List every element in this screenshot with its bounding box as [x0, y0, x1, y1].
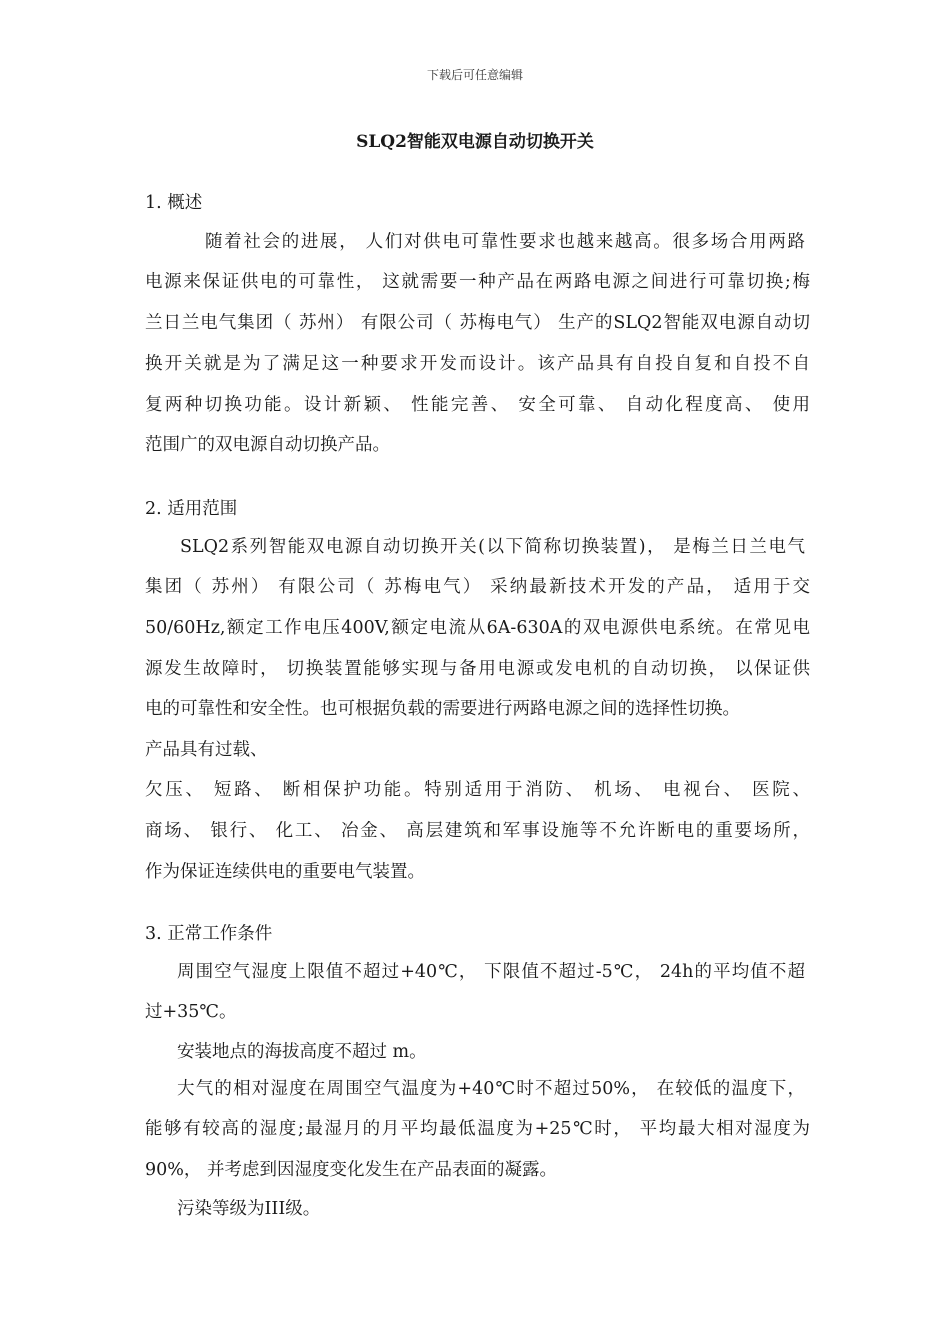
section-3-heading: 3. 正常工作条件 [145, 924, 273, 944]
paragraph-line: 商场、 银行、 化工、 冶金、 高层建筑和军事设施等不允许断电的重要场所， [145, 821, 810, 841]
paragraph-line: 复两种切换功能。设计新颖、 性能完善、 安全可靠、 自动化程度高、 使用 [145, 395, 810, 415]
paragraph-line: 作为保证连续供电的重要电气装置。 [145, 862, 425, 882]
paragraph-line: 50/60Hz,额定工作电压400V,额定电流从6A-630A的双电源供电系统。在常见电 [145, 618, 810, 638]
paragraph-line: 欠压、 短路、 断相保护功能。特别适用于消防、 机场、 电视台、 医院、 [145, 780, 810, 800]
document-title: SLQ2智能双电源自动切换开关 [356, 132, 594, 152]
section-1-heading: 1. 概述 [145, 193, 203, 213]
paragraph-line: 源发生故障时， 切换装置能够实现与备用电源或发电机的自动切换， 以保证供 [145, 659, 810, 679]
paragraph-line: 周围空气湿度上限值不超过+40℃， 下限值不超过-5℃， 24h的平均值不超 [177, 962, 805, 982]
section-2-heading: 2. 适用范围 [145, 499, 238, 519]
paragraph-line: 90%， 并考虑到因湿度变化发生在产品表面的凝露。 [145, 1160, 557, 1180]
paragraph-line: 大气的相对湿度在周围空气温度为+40℃时不超过50%， 在较低的温度下， [177, 1079, 805, 1099]
paragraph-line: 范围广的双电源自动切换产品。 [145, 435, 390, 455]
paragraph-line: 过+35℃。 [145, 1002, 237, 1022]
paragraph-line: 随着社会的进展， 人们对供电可靠性要求也越来越高。很多场合用两路 [205, 232, 805, 252]
paragraph-line: 换开关就是为了满足这一种要求开发而设计。该产品具有自投自复和自投不自 [145, 354, 810, 374]
paragraph-line: 电的可靠性和安全性。也可根据负载的需要进行两路电源之间的选择性切换。 [145, 699, 740, 719]
paragraph-line: 兰日兰电气集团（ 苏州） 有限公司（ 苏梅电气） 生产的SLQ2智能双电源自动切 [145, 313, 810, 333]
paragraph-line: 污染等级为III级。 [177, 1199, 321, 1219]
paragraph-line: 电源来保证供电的可靠性， 这就需要一种产品在两路电源之间进行可靠切换;梅 [145, 272, 810, 292]
paragraph-line: SLQ2系列智能双电源自动切换开关(以下简称切换装置)， 是梅兰日兰电气 [180, 537, 805, 557]
paragraph-line: 能够有较高的湿度;最湿月的月平均最低温度为+25℃时， 平均最大相对湿度为 [145, 1119, 810, 1139]
paragraph-line: 产品具有过载、 [145, 740, 268, 760]
paragraph-line: 安装地点的海拔高度不超过 m。 [177, 1042, 427, 1062]
header-note: 下载后可任意编辑 [426, 68, 523, 82]
paragraph-line: 集团（ 苏州） 有限公司（ 苏梅电气） 采纳最新技术开发的产品， 适用于交 [145, 577, 810, 597]
